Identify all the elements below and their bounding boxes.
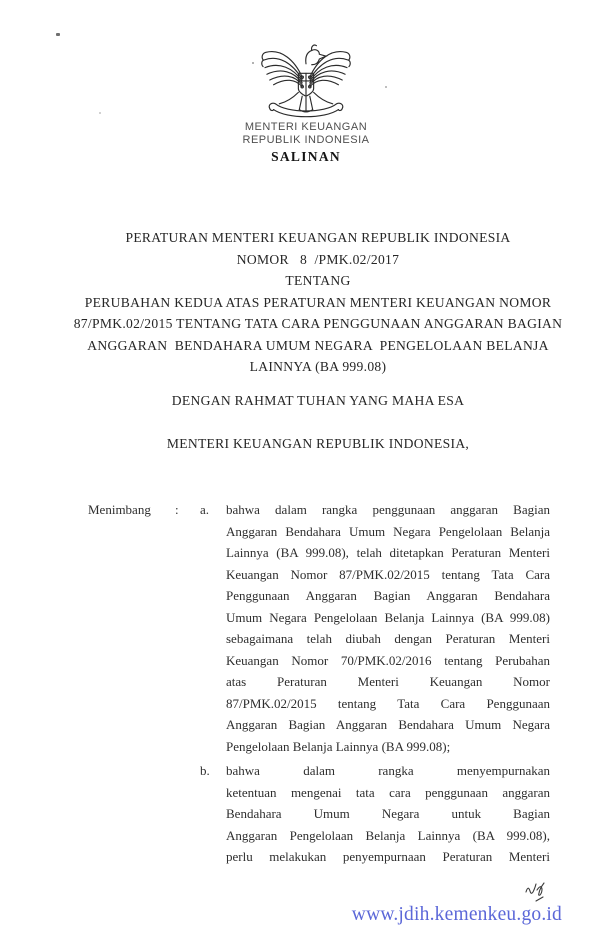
item-line: 87/PMK.02/2015 tentang Tata Cara Penggunaan <box>226 695 550 711</box>
item-line: ketentuan mengenai tata cara penggunaan anggaran <box>226 784 550 800</box>
issuer-line: MENTERI KEUANGAN REPUBLIK INDONESIA, <box>166 436 470 451</box>
item-line: sebagaimana telah diubah dengan Peraturan Menteri <box>226 631 550 646</box>
considerations-section <box>88 499 550 868</box>
title-line: ANGGARAN BENDAHARA UMUM NEGARA PENGELOLAAN BELANJA <box>87 337 549 353</box>
regulation-title <box>24 227 612 378</box>
item-marker: a. <box>200 502 210 517</box>
item-line: Pengelolaan Belanja Lainnya (BA 999.08); <box>226 738 451 754</box>
item-line: Anggaran Bagian Anggaran Bendahara Umum Negara <box>226 717 550 732</box>
consideration-item-b <box>200 760 550 868</box>
scan-speck <box>252 62 254 64</box>
scan-speck <box>99 112 101 114</box>
garuda-pancasila-emblem-icon <box>257 39 355 121</box>
item-line: Penggunaan Anggaran Bagian Anggaran Bendahara <box>226 588 550 603</box>
item-text <box>226 760 550 868</box>
item-line: Bendahara Umum Negara untuk Bagian <box>226 806 550 821</box>
item-line: Anggaran Pengelolaan Belanja Lainnya (BA 999.08), <box>226 827 550 843</box>
scan-speck <box>385 86 387 88</box>
title-line: LAINNYA (BA 999.08) <box>249 359 387 374</box>
item-line: bahwa dalam rangka penggunaan anggaran Bagian <box>226 502 550 517</box>
item-line: atas Peraturan Menteri Keuangan Nomor <box>226 674 550 689</box>
ministry-line-2: REPUBLIK INDONESIA <box>242 134 370 146</box>
motto-line: DENGAN RAHMAT TUHAN YANG MAHA ESA <box>171 393 465 408</box>
item-line: bahwa dalam rangka menyempurnakan <box>226 763 550 778</box>
considerations-colon: : <box>175 502 179 517</box>
item-line: Keuangan Nomor 87/PMK.02/2015 tentang Tata Cara <box>226 566 550 582</box>
title-line: TENTANG <box>285 273 351 288</box>
title-line: PERATURAN MENTERI KEUANGAN REPUBLIK INDONESIA <box>125 230 511 245</box>
ministry-line-1: MENTERI KEUANGAN <box>244 121 368 133</box>
item-line: Anggaran Bendahara Umum Negara Pengelolaan Belanja <box>226 523 550 539</box>
item-line: Lainnya (BA 999.08), telah ditetapkan Peraturan Menteri <box>226 545 550 560</box>
jdih-footer-link[interactable]: www.jdih.kemenkeu.go.id <box>351 904 562 925</box>
item-marker: b. <box>200 763 210 778</box>
item-text <box>226 499 550 757</box>
item-line: perlu melakukan penyempurnaan Peraturan Menteri <box>226 849 550 864</box>
title-line-number: NOMOR 8 /PMK.02/2017 <box>236 251 400 267</box>
considerations-items <box>200 499 550 868</box>
ministry-name <box>0 121 612 147</box>
title-line: 87/PMK.02/2015 TENTANG TATA CARA PENGGUNAAN ANGGARAN BAGIAN <box>73 316 563 331</box>
copy-label: SALINAN <box>271 149 341 164</box>
title-line: PERUBAHAN KEDUA ATAS PERATURAN MENTERI KEUANGAN NOMOR <box>84 294 552 310</box>
consideration-item-a <box>200 499 550 757</box>
scan-speck <box>56 33 60 36</box>
considerations-label: Menimbang <box>88 502 151 517</box>
item-line: Keuangan Nomor 70/PMK.02/2016 tentang Perubahan <box>226 652 550 668</box>
item-line: Umum Negara Pengelolaan Belanja Lainnya (BA 999.08) <box>226 609 550 625</box>
